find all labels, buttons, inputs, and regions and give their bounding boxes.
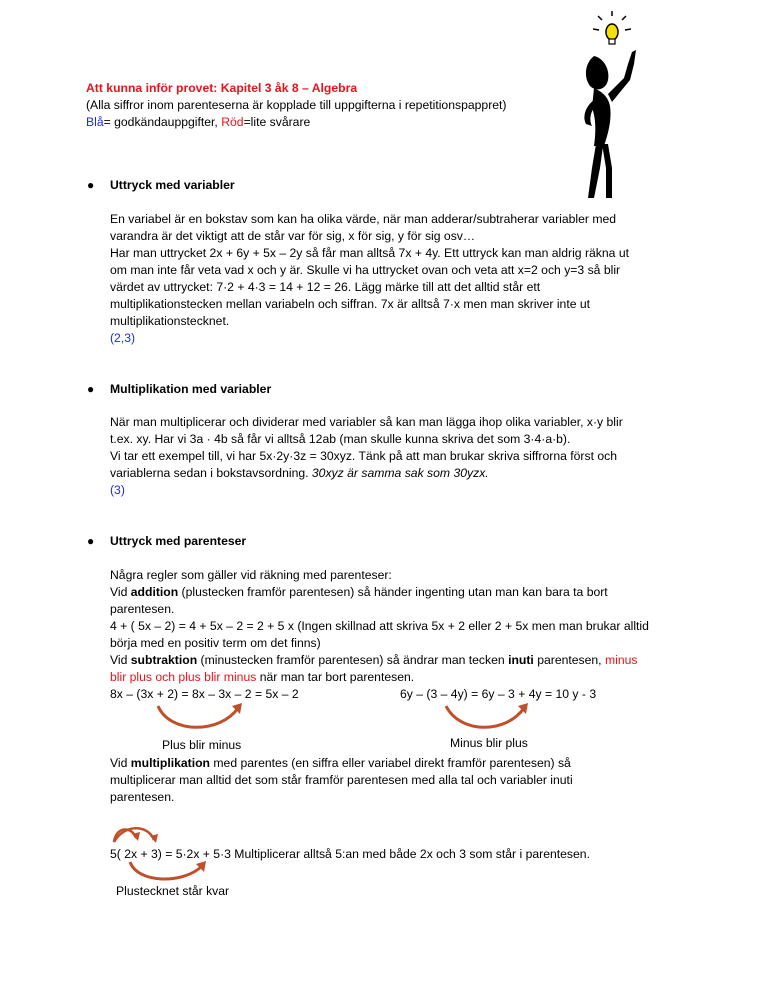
paragraph-line bbox=[110, 465, 489, 482]
paragraph-line: När man multiplicerar och dividerar med variabler så kan man lägga ihop olika variabler, x·y blir bbox=[110, 415, 623, 429]
addition-rule bbox=[110, 584, 608, 601]
bold-term: multiplikation bbox=[130, 756, 210, 770]
paragraph-line: Har man uttrycket 2x + 6y + 5x – 2y så får man alltså 7x + 4y. Ett uttryck kan man aldrig räkna ut bbox=[110, 246, 629, 260]
stick-figure-lightbulb-icon bbox=[572, 8, 652, 204]
paragraph-line: multiplicerar man alltid det som står framför parentesen med alla tal och variabler inuti bbox=[110, 773, 573, 787]
subtraction-example-right: 6y – (3 – 4y) = 6y – 3 + 4y = 10 y - 3 bbox=[400, 687, 597, 701]
paragraph-line: Vi tar ett exempel till, vi har 5x·2y·3z = 30xyz. Tänk på att man brukar skriva siffrorna först och bbox=[110, 449, 618, 463]
color-legend bbox=[86, 114, 310, 131]
text: (plustecken framför parentesen) så händer ingenting utan man kan bara ta bort bbox=[178, 585, 608, 599]
paragraph-line: parentesen. bbox=[110, 790, 175, 804]
text: när man tar bort parentesen. bbox=[256, 670, 415, 684]
text: Vid bbox=[110, 756, 131, 770]
page-title: Att kunna inför provet: Kapitel 3 åk 8 – Algebra bbox=[86, 81, 358, 95]
red-text: blir plus och plus blir minus bbox=[110, 670, 257, 684]
arrow-caption-right: Minus blir plus bbox=[450, 736, 528, 750]
legend-red: Röd bbox=[221, 115, 244, 129]
multiplication-rule bbox=[110, 755, 571, 772]
bold-term: addition bbox=[130, 585, 179, 599]
curved-arrow-icon bbox=[110, 822, 162, 844]
paragraph-line: om man inte får veta vad x och y är. Skulle vi ha uttrycket ovan och veta att x=2 och y=3 så blir bbox=[110, 263, 621, 277]
curved-arrow-icon bbox=[124, 858, 214, 886]
curved-arrow-icon bbox=[150, 700, 250, 734]
paragraph-text: variablerna sedan i bokstavsordning. bbox=[110, 466, 312, 480]
bold-term: inuti bbox=[508, 653, 534, 667]
legend-blue: Blå bbox=[86, 115, 104, 129]
paragraph-line: börja med en positiv term om det finns) bbox=[110, 636, 321, 650]
addition-example: 4 + ( 5x – 2) = 4 + 5x – 2 = 2 + 5 x (Ingen skillnad att skriva 5x + 2 eller 2 + 5x men man brukar alltid bbox=[110, 619, 649, 633]
subtraction-rule bbox=[110, 652, 637, 669]
bullet-icon: ● bbox=[87, 382, 95, 396]
exercise-reference: (3) bbox=[110, 483, 125, 497]
legend-mid: = godkändauppgifter, bbox=[103, 115, 222, 129]
paragraph-line: värdet av uttrycket: 7·2 + 4·3 = 14 + 12 = 26. Lägg märke till att det alltid står ett bbox=[110, 280, 541, 294]
bullet-icon: ● bbox=[87, 178, 95, 192]
section-heading-multiplication: Multiplikation med variabler bbox=[110, 382, 272, 396]
section-heading-parentheses: Uttryck med parenteser bbox=[110, 534, 247, 548]
legend-end: =lite svårare bbox=[243, 115, 311, 129]
text: (minustecken framför parentesen) så ändrar man tecken bbox=[197, 653, 509, 667]
text: Vid bbox=[110, 585, 131, 599]
paragraph-italic: 30xyz är samma sak som 30yzx. bbox=[311, 466, 489, 480]
arrow-caption-left: Plus blir minus bbox=[162, 738, 242, 752]
subtraction-example-left: 8x – (3x + 2) = 8x – 3x – 2 = 5x – 2 bbox=[110, 687, 299, 701]
text: parentesen, bbox=[533, 653, 605, 667]
page-subtitle: (Alla siffror inom parenteserna är kopplade till uppgifterna i repetitionspappret) bbox=[86, 98, 507, 112]
exercise-reference: (2,3) bbox=[110, 331, 136, 345]
paragraph-line: Några regler som gäller vid räkning med parenteser: bbox=[110, 568, 392, 582]
paragraph-line: multiplikationstecken mellan variabeln och siffran. 7x är alltså 7·x men man skriver inte ut bbox=[110, 297, 591, 311]
subtraction-rule-cont bbox=[110, 669, 414, 686]
bullet-icon: ● bbox=[87, 534, 95, 548]
section-heading-variables: Uttryck med variabler bbox=[110, 178, 235, 192]
text: med parentes (en siffra eller variabel direkt framför parentesen) så bbox=[210, 756, 571, 770]
curved-arrow-icon bbox=[440, 700, 540, 734]
paragraph-line: parentesen. bbox=[110, 602, 175, 616]
paragraph-line: t.ex. xy. Har vi 3a · 4b så får vi alltså 12ab (man skulle kunna skriva det som 3·4·a·b). bbox=[110, 432, 571, 446]
text: Vid bbox=[110, 653, 131, 667]
paragraph-line: varandra är det viktigt att de står var för sig, x för sig, y för sig osv… bbox=[110, 229, 476, 243]
paragraph-line: En variabel är en bokstav som kan ha olika värde, när man adderar/subtraherar variabler med bbox=[110, 212, 617, 226]
paragraph-line: multiplikationstecknet. bbox=[110, 314, 230, 328]
multiplication-example: 5( 2x + 3) = 5·2x + 5·3 Multiplicerar alltså 5:an med både 2x och 3 som står i parentesen. bbox=[110, 847, 590, 861]
bold-term: subtraktion bbox=[130, 653, 198, 667]
red-text: minus bbox=[604, 653, 638, 667]
arrow-caption: Plustecknet står kvar bbox=[116, 884, 230, 898]
